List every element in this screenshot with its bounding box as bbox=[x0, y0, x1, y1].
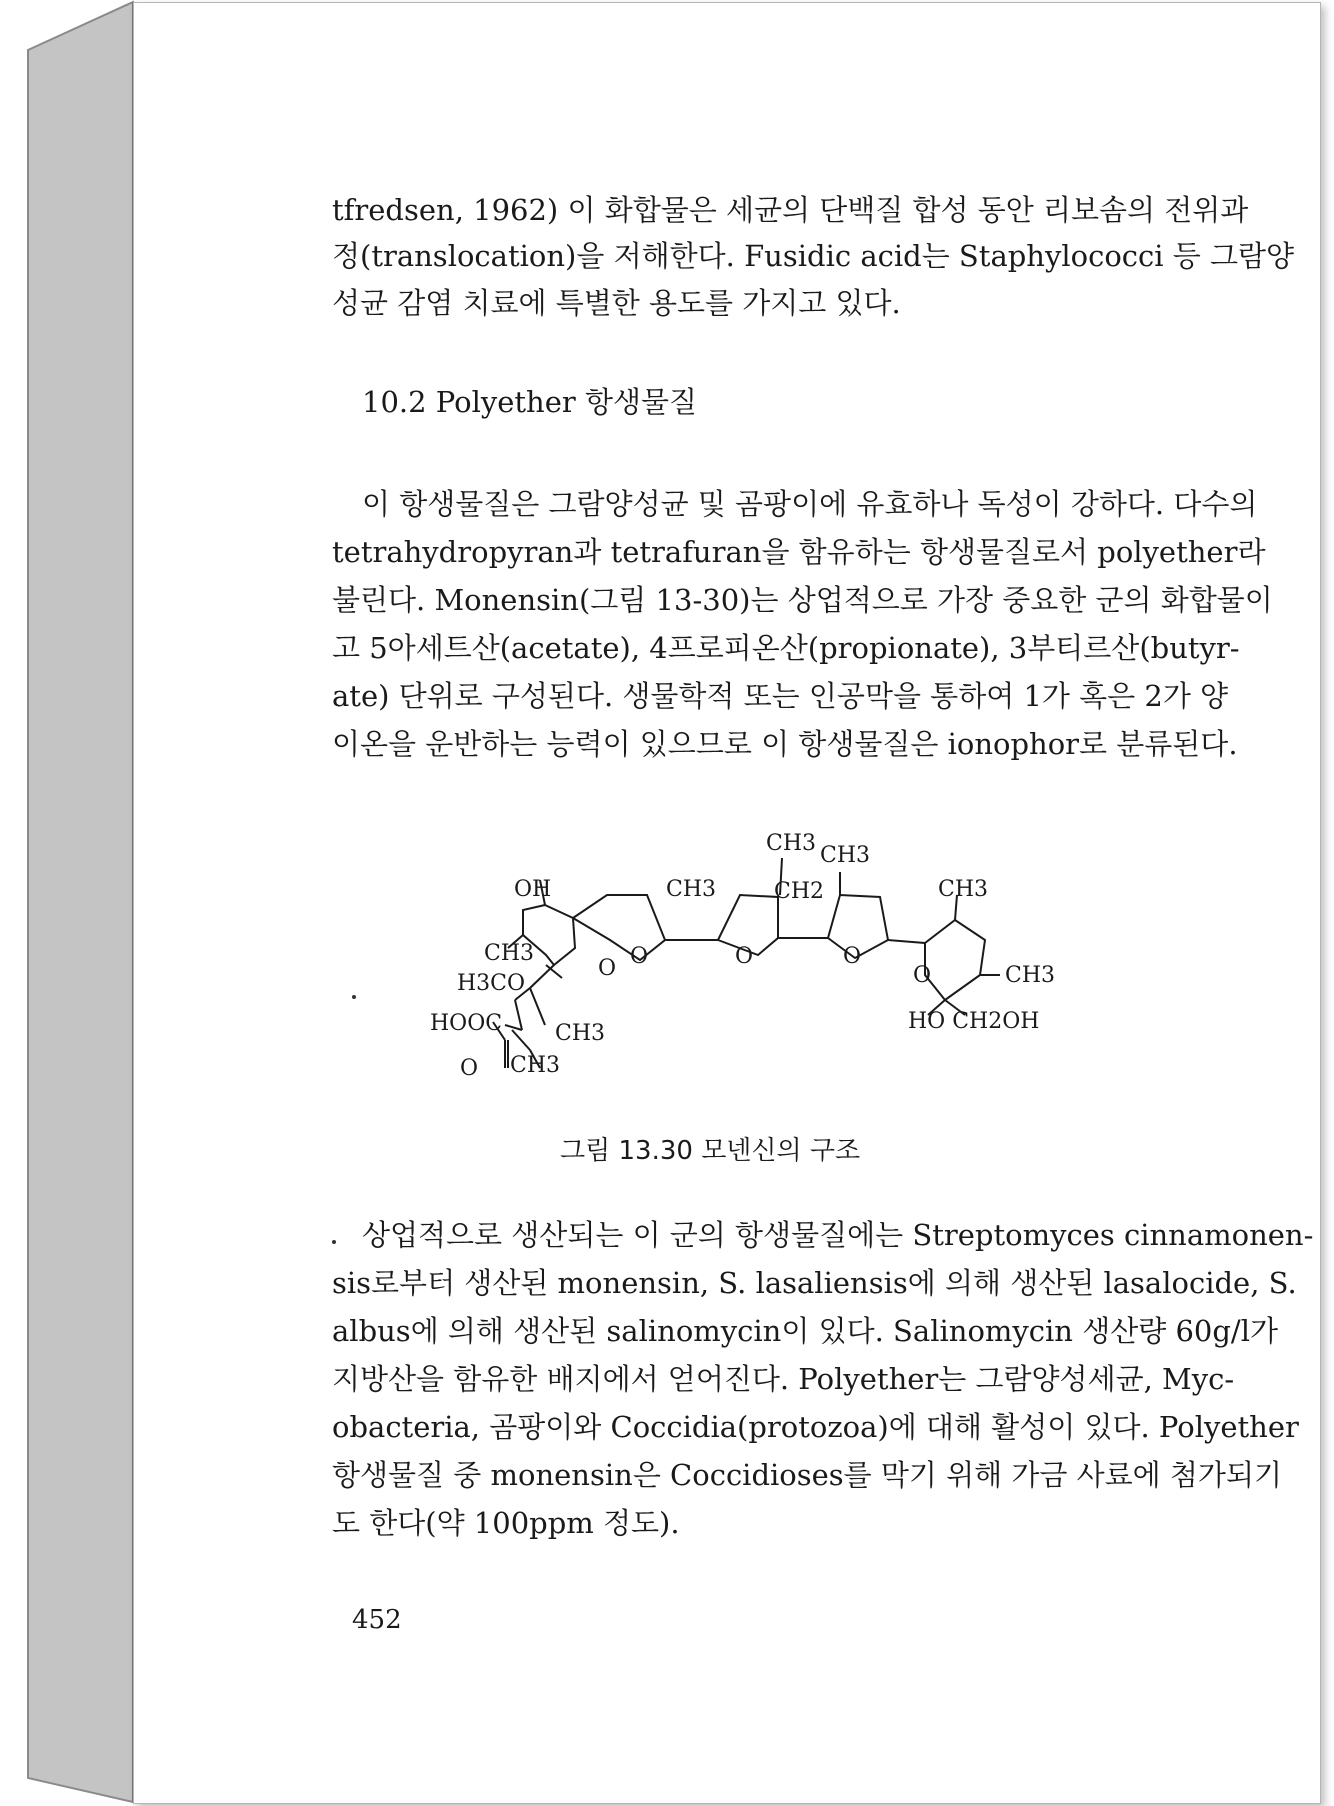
label-h3co: H3CO bbox=[457, 971, 526, 996]
label-ch3-left: CH3 bbox=[484, 941, 535, 966]
label-ch3-right: CH3 bbox=[938, 877, 989, 902]
scan-speck bbox=[332, 1240, 336, 1244]
label-ho-ch2oh: HO CH2OH bbox=[908, 1009, 1040, 1034]
label-ch3-top-2: CH3 bbox=[820, 843, 871, 868]
paragraph-3-line-1: 상업적으로 생산되는 이 군의 항생물질에는 Streptomyces cinnamonen- bbox=[362, 1218, 1314, 1252]
paragraph-1-line-1: tfredsen, 1962) 이 화합물은 세균의 단백질 합성 동안 리보솜의 전위과 bbox=[332, 193, 1249, 227]
paragraph-3-line-4: 지방산을 함유한 배지에서 얻어진다. Polyether는 그람양성세균, Myc- bbox=[332, 1362, 1235, 1396]
label-ch2: CH2 bbox=[774, 879, 825, 904]
paragraph-3-line-2: sis로부터 생산된 monensin, S. lasaliensis에 의해 생산된 lasalocide, S. bbox=[332, 1266, 1297, 1300]
paragraph-2-line-2: tetrahydropyran과 tetrafuran을 함유하는 항생물질로서 polyether라 bbox=[332, 535, 1266, 569]
page-number: 452 bbox=[352, 1605, 402, 1635]
paragraph-3-line-6: 항생물질 중 monensin은 Coccidioses를 막기 위해 가금 사료에 첨가되기 bbox=[332, 1458, 1282, 1492]
label-o-ring-2: O bbox=[735, 944, 754, 969]
label-o-pyran: O bbox=[913, 963, 932, 988]
label-ch3-r2: CH3 bbox=[1005, 963, 1056, 988]
figure-caption: 그림 13.30 모넨신의 구조 bbox=[560, 1136, 861, 1166]
section-heading: 10.2 Polyether 항생물질 bbox=[362, 385, 698, 419]
label-ch3-a: CH3 bbox=[666, 877, 717, 902]
paragraph-2-line-5: ate) 단위로 구성된다. 생물학적 또는 인공막을 통하여 1가 혹은 2가 양 bbox=[332, 679, 1229, 713]
label-ch3-top: CH3 bbox=[766, 831, 817, 856]
label-hooc: HOOC bbox=[430, 1011, 503, 1036]
paragraph-3-line-3: albus에 의해 생산된 salinomycin이 있다. Salinomycin 생산량 60g/l가 bbox=[332, 1314, 1278, 1348]
label-o-spiro: O bbox=[598, 956, 617, 981]
label-o-carbonyl: O bbox=[460, 1056, 479, 1081]
paragraph-3-line-5: obacteria, 곰팡이와 Coccidia(protozoa)에 대해 활성이 있다. Polyether bbox=[332, 1410, 1299, 1444]
paragraph-2-line-6: 이온을 운반하는 능력이 있으므로 이 항생물질은 ionophor로 분류된다. bbox=[332, 727, 1238, 761]
paragraph-3-line-7: 도 한다(약 100ppm 정도). bbox=[332, 1506, 680, 1540]
scan-speck bbox=[352, 995, 356, 999]
label-o-ring-3: O bbox=[843, 944, 862, 969]
paragraph-1-line-3: 성균 감염 치료에 특별한 용도를 가지고 있다. bbox=[332, 286, 901, 320]
paragraph-2-line-3: 불린다. Monensin(그림 13-30)는 상업적으로 가장 중요한 군의 화합물이 bbox=[332, 583, 1273, 617]
paragraph-2-line-1: 이 항생물질은 그람양성균 및 곰팡이에 유효하나 독성이 강하다. 다수의 bbox=[362, 487, 1258, 521]
label-o-ring-1: O bbox=[630, 944, 649, 969]
label-ch3-bottom: CH3 bbox=[510, 1053, 561, 1078]
label-oh: OH bbox=[514, 877, 552, 902]
paragraph-2-line-4: 고 5아세트산(acetate), 4프로피온산(propionate), 3부티르산(butyr- bbox=[332, 631, 1240, 665]
paragraph-1-line-2: 정(translocation)을 저해한다. Fusidic acid는 Staphylococci 등 그람양 bbox=[332, 239, 1295, 273]
label-ch3-mid: CH3 bbox=[555, 1021, 606, 1046]
